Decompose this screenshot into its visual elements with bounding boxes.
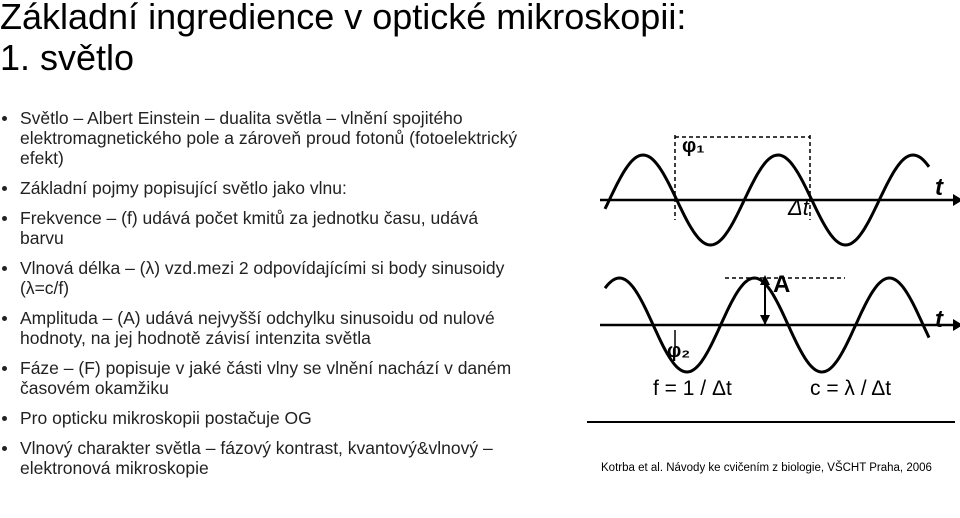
figure-caption: Kotrba et al. Návody ke cvičením z biologie, VŠCHT Praha, 2006 — [601, 462, 932, 474]
speed-formula: c = λ / Δt — [810, 377, 892, 400]
bullet-dot — [2, 366, 7, 371]
bullet-text: Vlnová délka – (λ) vzd.mezi 2 odpovídajícími si body sinusoidy (λ=c/f) — [20, 258, 505, 298]
amplitude-arrow-down — [760, 315, 770, 325]
bullet-text: Světlo – Albert Einstein – dualita světla – vlnění spojitého elektromagnetického pole a zároveň proud fotonů (fotoelektrický efekt) — [20, 108, 518, 168]
bullet-dot — [2, 186, 7, 191]
bottom-axis-arrow — [953, 319, 960, 331]
bullet-item — [0, 438, 520, 478]
bullet-text: Základní pojmy popisující světlo jako vlnu: — [20, 178, 347, 198]
slide-title — [0, 0, 720, 78]
bullet-list — [0, 108, 520, 488]
title-line-1: Základní ingredience v optické mikroskopii: — [0, 0, 687, 37]
frequency-formula: f = 1 / Δt — [653, 377, 732, 400]
bullet-dot — [2, 416, 7, 421]
bullet-dot — [2, 316, 7, 321]
bullet-item — [0, 408, 520, 428]
bullet-item — [0, 108, 520, 168]
top-axis-arrow — [953, 194, 960, 206]
bullet-dot — [2, 266, 7, 271]
bullet-dot — [2, 116, 7, 121]
bullet-item — [0, 208, 520, 248]
bullet-item — [0, 308, 520, 348]
phi1-label: φ₁ — [682, 135, 705, 157]
bullet-text: Frekvence – (f) udává počet kmitů za jednotku času, udává barvu — [20, 208, 479, 248]
bottom-t-label: t — [935, 306, 943, 333]
bullet-dot — [2, 446, 7, 451]
title-line-2: 1. světlo — [0, 37, 135, 78]
delta-t-label: Δt — [788, 195, 809, 220]
bullet-item — [0, 258, 520, 298]
bullet-text: Vlnový charakter světla – fázový kontrast, kvantový&vlnový – elektronová mikroskopie — [20, 438, 493, 478]
phi2-label: φ₂ — [667, 340, 691, 362]
bullet-item — [0, 178, 520, 198]
bullet-text: Pro opticku mikroskopii postačuje OG — [20, 408, 312, 428]
top-t-label: t — [935, 174, 943, 201]
bullet-dot — [2, 216, 7, 221]
wave-diagram — [585, 120, 960, 430]
bullet-item — [0, 358, 520, 398]
bullet-text: Amplituda – (A) udává nejvyšší odchylku sinusoidu od nulové hodnoty, na jej hodnotě závisí intenzita světla — [20, 308, 495, 348]
bullet-text: Fáze – (F) popisuje v jaké části vlny se vlnění nachází v daném časovém okamžiku — [20, 358, 512, 398]
amplitude-label: A — [773, 271, 791, 298]
